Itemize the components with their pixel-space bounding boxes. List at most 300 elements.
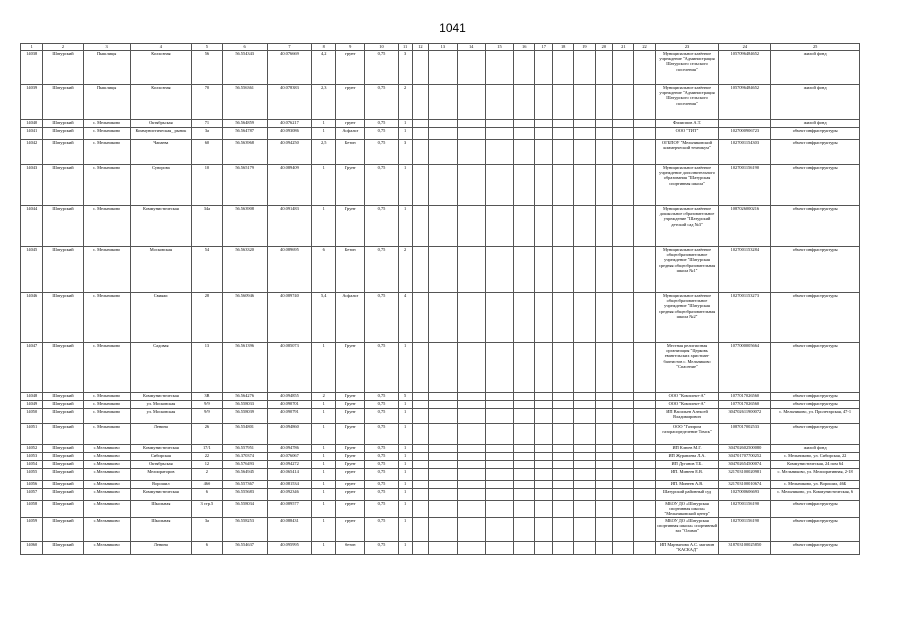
table-cell: Садовая [130,343,191,393]
table-cell: объект инфраструктуры [771,517,860,541]
table-cell [514,293,535,343]
table-cell: 4,2 [312,51,336,85]
table-cell: 0,75 [365,461,398,469]
table-cell [412,51,429,85]
table-cell [429,393,457,401]
table-cell [535,481,553,489]
table-cell [485,140,513,165]
table-cell: 14059 [21,517,43,541]
table-cell: с.Мельниково [83,489,130,501]
table-cell [634,393,655,401]
table-cell: 1 [398,445,412,453]
table-cell: 40.089695 [267,247,312,293]
table-cell [613,85,634,120]
table-row [21,501,860,518]
table-cell [429,453,457,461]
table-cell [535,409,553,424]
table-cell: ИП Васильев Алексей Владимирович [655,409,719,424]
table-cell [457,501,485,518]
table-cell: 6 [312,247,336,293]
table-cell: с.Мельниково [83,461,130,469]
table-cell [514,541,535,554]
table-cell: Грунт [335,445,365,453]
table-cell: Муниципальное казённое учреждение "Администрация Шатурского сельского поселения" [655,51,719,85]
table-cell: 40.076217 [267,120,312,128]
column-header: 22 [634,44,655,51]
column-header: 11 [398,44,412,51]
table-cell: ИП Журавлева Л.А. [655,453,719,461]
table-cell: 0,75 [365,51,398,85]
table-cell: 10 [192,165,223,206]
table-cell [412,293,429,343]
table-cell: 40.091483 [267,206,312,247]
table-cell [553,445,574,453]
table-cell: 1 [398,501,412,518]
table-cell: 14045 [21,247,43,293]
table-cell: грунт [335,120,365,128]
table-cell [535,469,553,481]
table-cell [574,469,595,481]
column-header: 4 [130,44,191,51]
table-cell: Шатурский [43,517,83,541]
table-cell [412,469,429,481]
table-cell: 0,75 [365,453,398,461]
table-row [21,343,860,393]
table-cell: 40.092346 [267,489,312,501]
table-cell [553,489,574,501]
table-cell: 0,75 [365,517,398,541]
table-cell: объект инфраструктуры [771,293,860,343]
table-cell [429,401,457,409]
table-cell [595,541,613,554]
table-cell [595,85,613,120]
table-cell: с. Мельниково [83,140,130,165]
table-cell [613,489,634,501]
table-cell [457,85,485,120]
table-cell: с. Мельниково [83,343,130,393]
table-cell: 1 [398,206,412,247]
table-cell [613,120,634,128]
table-cell: 40.089740 [267,293,312,343]
table-cell: объект инфраструктуры [771,501,860,518]
table-cell: Коммунистическая [130,393,191,401]
table-cell [595,393,613,401]
table-cell: Ворошил [130,481,191,489]
table-cell [535,85,553,120]
table-cell: Шатурский [43,293,83,343]
table-cell: Московская [130,247,191,293]
table-cell [634,461,655,469]
table-cell [412,541,429,554]
column-header: 18 [553,44,574,51]
table-cell: Коммунистическая [130,445,191,453]
column-header: 13 [429,44,457,51]
registry-table [20,43,860,555]
column-header: 6 [222,44,267,51]
table-cell: 14041 [21,128,43,140]
table-cell: Грунт [335,393,365,401]
table-cell: ООО "Комплект-А" [655,393,719,401]
table-cell: 0,75 [365,393,398,401]
table-cell [457,445,485,453]
table-cell: 1 [312,461,336,469]
table-cell: объект инфраструктуры [771,541,860,554]
table-cell: Коммунистическая [130,206,191,247]
table-cell: Шатурский [43,120,83,128]
table-cell [457,51,485,85]
table-cell [457,293,485,343]
table-cell [514,469,535,481]
table-cell: 1027001156190 [719,501,771,518]
table-row [21,85,860,120]
table-cell: 321703100010674 [719,481,771,489]
table-cell: 5,4 [312,293,336,343]
table-cell: Чапаева [130,140,191,165]
table-cell [574,140,595,165]
table-cell: Грунт [335,401,365,409]
table-cell: 56.563908 [222,206,267,247]
table-cell: Пышлицы [83,51,130,85]
table-cell: 56.557367 [222,481,267,489]
table-cell: 1027001153284 [719,247,771,293]
table-cell: Мелиораторов [130,469,191,481]
table-cell [574,393,595,401]
table-cell: с.Мельниково [83,453,130,461]
table-cell [574,481,595,489]
table-cell: Филиппов А.Т. [655,120,719,128]
table-cell: с. Мельниково, ул. Ворошил, 46Б [771,481,860,489]
table-cell [485,489,513,501]
table-cell [429,424,457,445]
table-cell [574,128,595,140]
table-cell [412,343,429,393]
table-cell [514,343,535,393]
table-cell: ООО "ТИТ" [655,128,719,140]
table-cell [412,461,429,469]
table-cell: 56.554637 [222,541,267,554]
table-cell [595,461,613,469]
table-cell: с.Мельниково [83,445,130,453]
table-cell: 14051 [21,424,43,445]
table-cell: Шатурский [43,469,83,481]
table-cell: 56.555683 [222,489,267,501]
table-cell [485,120,513,128]
table-cell [412,140,429,165]
table-cell: с. Мельниково [83,409,130,424]
table-row [21,481,860,489]
table-cell: 40.078383 [267,85,312,120]
table-row [21,401,860,409]
table-cell [634,343,655,393]
table-cell: 1077000005664 [719,343,771,393]
table-cell [613,469,634,481]
table-cell [613,461,634,469]
table-cell: 1027001156190 [719,165,771,206]
table-cell [634,293,655,343]
table-cell [412,517,429,541]
table-row [21,424,860,445]
table-cell: Грунт [335,206,365,247]
table-cell: Ленина [130,424,191,445]
table-cell [613,501,634,518]
table-cell: 56.558033 [222,401,267,409]
table-cell [613,517,634,541]
table-cell [514,247,535,293]
table-cell [429,165,457,206]
table-cell [574,517,595,541]
table-cell: объект инфраструктуры [771,424,860,445]
table-cell: с. Мельниково, ул. Мелиоративная, 2-18 [771,469,860,481]
table-cell [595,140,613,165]
table-cell [535,120,553,128]
table-cell [429,128,457,140]
table-cell [634,501,655,518]
table-cell [595,489,613,501]
table-cell [429,247,457,293]
column-header: 10 [365,44,398,51]
table-cell [514,120,535,128]
table-cell: Шатурский [43,481,83,489]
table-cell: с. Мельниково [83,393,130,401]
table-cell [412,128,429,140]
table-cell: 1 [398,461,412,469]
table-cell [457,128,485,140]
table-cell: 304702654500074 [719,461,771,469]
table-cell: 56.370374 [222,453,267,461]
column-header: 7 [267,44,312,51]
table-cell [613,51,634,85]
table-cell [574,343,595,393]
table-cell: с. Мельниково [83,206,130,247]
table-cell: Шатурский [43,165,83,206]
table-cell: 56.564787 [222,128,267,140]
table-cell: Бетон [335,247,365,293]
table-cell: 3 [398,140,412,165]
column-header: 1 [21,44,43,51]
table-cell [613,393,634,401]
table-cell: 14060 [21,541,43,554]
table-cell [535,453,553,461]
table-cell [535,343,553,393]
table-row [21,247,860,293]
table-cell [634,541,655,554]
table-cell: с. Мельниково [83,424,130,445]
table-cell [613,541,634,554]
table-cell: 1 [312,481,336,489]
table-cell [553,409,574,424]
table-cell [613,165,634,206]
table-cell [514,453,535,461]
table-cell [535,401,553,409]
table-cell: 1 [398,453,412,461]
table-cell: 1 [398,409,412,424]
table-cell [485,393,513,401]
table-cell: Октябрьская [130,120,191,128]
table-row [21,445,860,453]
table-cell [485,517,513,541]
table-cell [595,343,613,393]
table-cell [595,165,613,206]
table-cell [553,247,574,293]
table-cell: 56.563968 [222,140,267,165]
table-cell: 14053 [21,453,43,461]
table-cell: 0,75 [365,247,398,293]
table-cell [574,501,595,518]
table-cell: 0,75 [365,120,398,128]
table-cell: с.Мельниково [83,469,130,481]
table-cell [485,445,513,453]
table-cell: 3 стр.5 [192,501,223,518]
table-cell [514,409,535,424]
table-cell: грунт [335,489,365,501]
table-cell [485,541,513,554]
table-cell: 1 [312,206,336,247]
table-cell: 1 [398,165,412,206]
table-cell [457,481,485,489]
table-cell: 0,75 [365,206,398,247]
table-cell: 1 [398,424,412,445]
table-cell [457,165,485,206]
table-cell [553,128,574,140]
table-cell: 1077017026560 [719,393,771,401]
table-cell: 40.090791 [267,409,312,424]
table-cell: 3а [192,517,223,541]
table-cell [485,247,513,293]
table-cell [553,206,574,247]
table-cell: 2 [398,85,412,120]
table-cell: 1 [398,481,412,489]
table-cell: 1 [398,128,412,140]
table-cell: 56.561396 [222,343,267,393]
table-cell: 56.556361 [222,85,267,120]
table-cell [574,247,595,293]
table-cell: 0,75 [365,409,398,424]
table-cell: 0,75 [365,445,398,453]
table-cell [634,85,655,120]
table-cell: Суворова [130,165,191,206]
table-cell: 0,75 [365,85,398,120]
table-cell: с. Мельниково, ул. Сибирская, 22 [771,453,860,461]
table-cell: Шатурский [43,206,83,247]
table-cell [457,206,485,247]
table-cell [613,247,634,293]
table-cell: Коммунистическая, 24 пом 64 [771,461,860,469]
table-cell: 26 [192,424,223,445]
table-cell: 14049 [21,401,43,409]
table-cell [634,165,655,206]
table-cell: Муниципальное казённое учреждение "Администрация Шатурского сельского поселения" [655,85,719,120]
table-cell [535,489,553,501]
table-cell: 14057 [21,489,43,501]
table-cell: 0,75 [365,541,398,554]
column-header: 17 [535,44,553,51]
table-cell: 0,75 [365,140,398,165]
table-cell: 3 [398,51,412,85]
table-cell [595,424,613,445]
table-cell: 14052 [21,445,43,453]
table-cell [613,293,634,343]
table-cell: 40.094250 [267,140,312,165]
table-cell [613,424,634,445]
table-cell: грунт [335,51,365,85]
table-cell: 40.090701 [267,401,312,409]
column-header: 25 [771,44,860,51]
table-cell: 40.089409 [267,165,312,206]
column-header: 12 [412,44,429,51]
table-cell [535,461,553,469]
table-cell: 14042 [21,140,43,165]
table-cell: 1027001154303 [719,140,771,165]
table-cell [574,85,595,120]
table-cell: грунт [335,501,365,518]
table-cell: 1 [312,489,336,501]
table-cell: 6 [192,489,223,501]
column-header: 16 [514,44,535,51]
table-cell [535,247,553,293]
table-cell [535,501,553,518]
table-cell: 1 [312,343,336,393]
table-cell: Грунт [335,424,365,445]
table-cell: 0,75 [365,501,398,518]
table-cell [553,165,574,206]
table-cell: с. Мельниково, ул. Коммунистическая, 6 [771,489,860,501]
table-cell [535,293,553,343]
table-cell: Шатурский [43,541,83,554]
table-cell: 2 [192,469,223,481]
table-cell: Бетон [335,140,365,165]
table-cell [457,453,485,461]
table-cell: Шатурский [43,343,83,393]
column-header: 15 [485,44,513,51]
table-cell: ИП Мартынова А.С. магазин "КАСКАД" [655,541,719,554]
table-cell [574,424,595,445]
table-cell [514,51,535,85]
table-row [21,293,860,343]
table-cell: 1027001153273 [719,293,771,343]
table-cell [485,293,513,343]
header-row [21,44,860,51]
column-header: 19 [574,44,595,51]
table-cell [574,206,595,247]
table-cell: 1 [398,343,412,393]
table-cell: 56.564945 [222,469,267,481]
table-cell: 14039 [21,85,43,120]
table-cell: 0,75 [365,401,398,409]
table-cell: 40.085073 [267,343,312,393]
table-cell: 1 [312,409,336,424]
table-cell [485,401,513,409]
table-row [21,489,860,501]
table-cell: Шатурский [43,409,83,424]
table-row [21,128,860,140]
table-cell: с. Мельниково [83,293,130,343]
table-cell: 1 [312,517,336,541]
table-cell: 9/9 [192,401,223,409]
table-cell [595,401,613,409]
table-cell: 1 [312,128,336,140]
table-cell: 40.094860 [267,424,312,445]
table-cell [634,206,655,247]
table-cell: Шатурский [43,461,83,469]
table-cell [457,401,485,409]
table-cell [485,481,513,489]
table-cell [514,401,535,409]
table-cell: 1 [398,401,412,409]
table-cell: 3В [192,393,223,401]
table-cell [613,481,634,489]
table-cell [485,85,513,120]
table-cell: 71 [192,120,223,128]
